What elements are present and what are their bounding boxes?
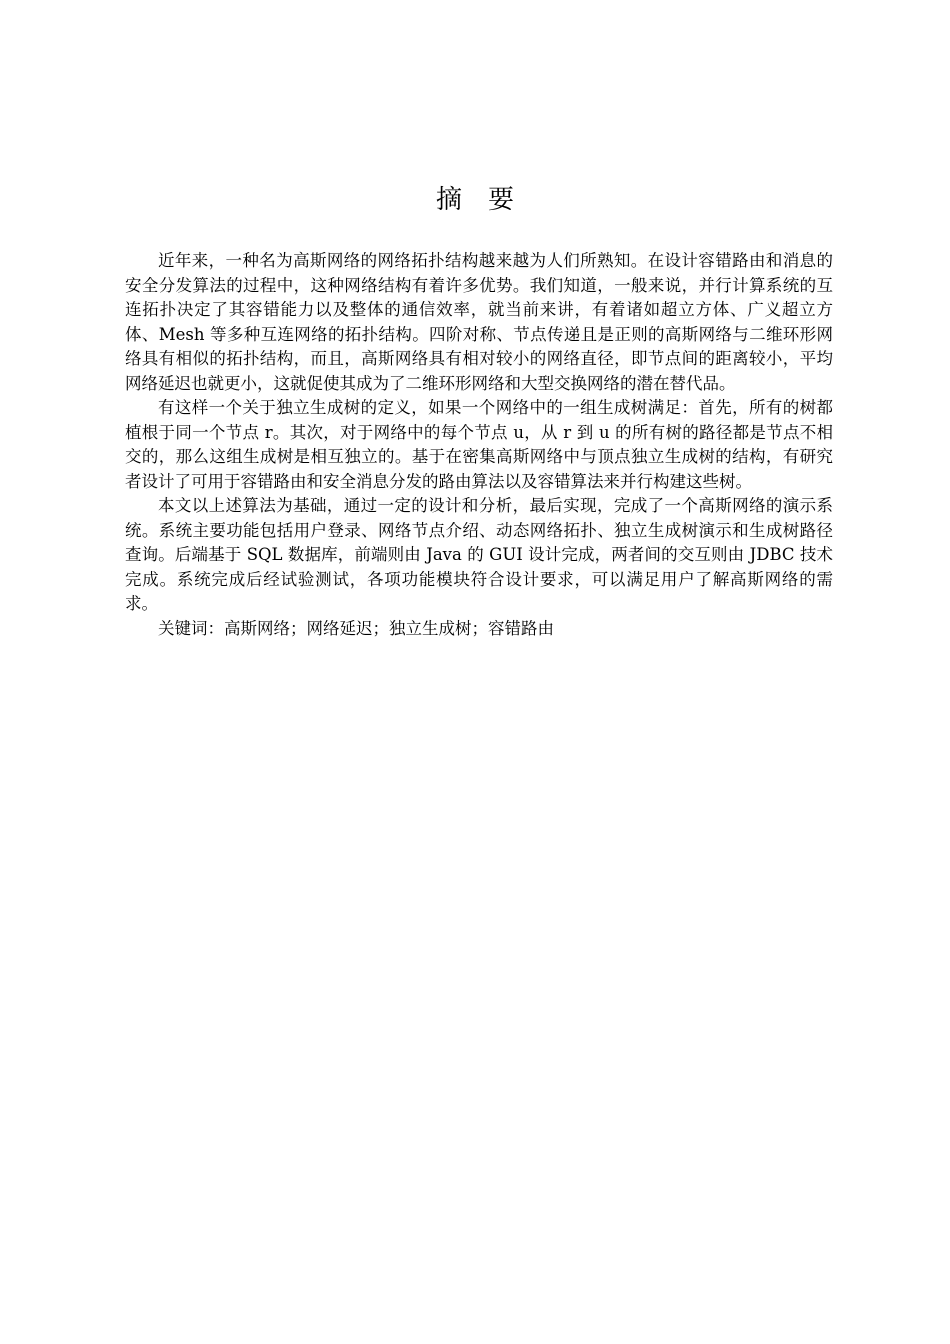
abstract-title-char-2: 要 bbox=[488, 185, 515, 215]
abstract-paragraph-2: 有这样一个关于独立生成树的定义，如果一个网络中的一组生成树满足：首先，所有的树都植根于同一个节点 r。其次，对于网络中的每个节点 u，从 r 到 u 的所有树的路径都是节点不相交的，那么这组生成树是相互独立的。基于在密集高斯网络中与顶点独立生成树的结构，有研究者设计了可用于容错路由和安全消息分发的路由算法以及容错算法来并行构建这些树。 bbox=[125, 398, 833, 491]
abstract-paragraph-3: 本文以上述算法为基础，通过一定的设计和分析，最后实现，完成了一个高斯网络的演示系统。系统主要功能包括用户登录、网络节点介绍、动态网络拓扑、独立生成树演示和生成树路径查询。后端基于 SQL 数据库，前端则由 Java 的 GUI 设计完成，两者间的交互则由 JDBC 技术完成。系统完成后经试验测试，各项功能模块符合设计要求，可以满足用户了解高斯网络的需求。 bbox=[125, 496, 833, 613]
abstract-body bbox=[125, 249, 833, 641]
keywords-line: 关键词：高斯网络；网络延迟；独立生成树；容错路由 bbox=[158, 618, 554, 638]
abstract-paragraph-1: 近年来，一种名为高斯网络的网络拓扑结构越来越为人们所熟知。在设计容错路由和消息的安全分发算法的过程中，这种网络结构有着许多优势。我们知道，一般来说，并行计算系统的互连拓扑决定了其容错能力以及整体的通信效率，就当前来讲，有着诸如超立方体、广义超立方体、Mesh 等多种互连网络的拓扑结构。四阶对称、节点传递且是正则的高斯网络与二维环形网络具有相似的拓扑结构，而且，高斯网络具有相对较小的网络直径，即节点间的距离较小，平均网络延迟也就更小，这就促使其成为了二维环形网络和大型交换网络的潜在替代品。 bbox=[125, 251, 833, 393]
abstract-title bbox=[0, 180, 950, 220]
abstract-title-char-1: 摘 bbox=[435, 185, 462, 215]
